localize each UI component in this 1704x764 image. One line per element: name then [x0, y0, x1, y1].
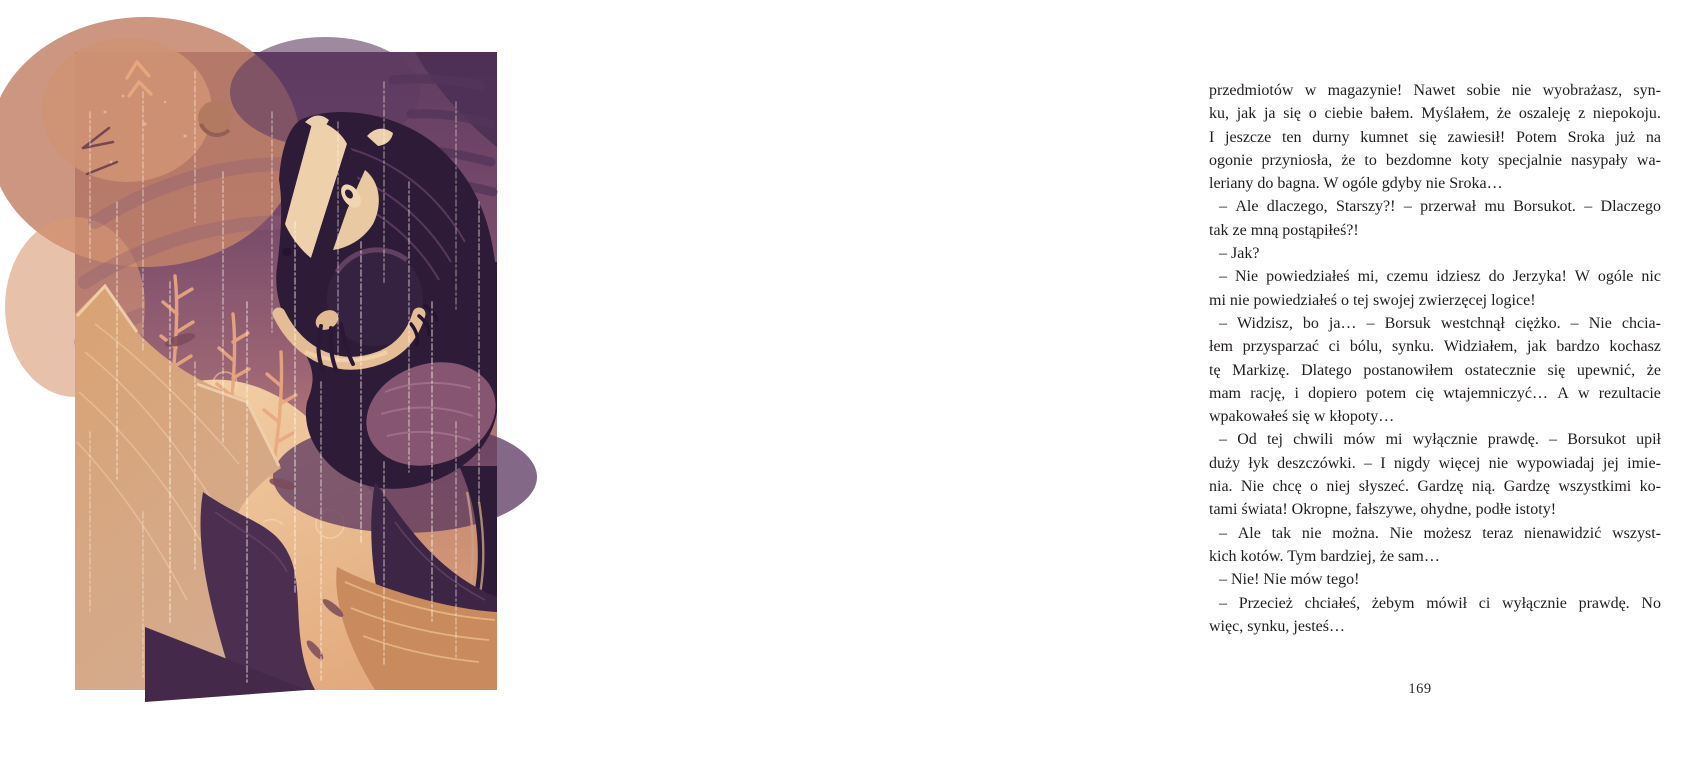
text-line: tami świata! Okropne, fałszywe, ohydne, podłe istoty! — [1209, 501, 1557, 519]
paragraph — [1209, 568, 1661, 591]
text-line: – Przecież chciałeś, żebym mówił ci wyłącznie prawdę. No — [1219, 594, 1661, 612]
page-number: 169 — [1408, 681, 1432, 697]
text-line: ogonie przyniosła, że to bezdomne koty specjalnie nasypały wa- — [1209, 151, 1661, 169]
text-line: ku, jak ja się o ciebie bałem. Myślałem, że oszaleję z niepokoju. — [1209, 105, 1661, 123]
illustration-canvas — [75, 52, 497, 690]
left-page — [0, 0, 568, 764]
text-line: więc, synku, jesteś… — [1209, 617, 1345, 635]
badger-rain-illustration — [75, 52, 497, 690]
stone — [198, 101, 232, 135]
text-line: – Nie powiedziałeś mi, czemu idziesz do Jerzyka! W ogóle nic — [1219, 268, 1661, 286]
paragraph — [1209, 79, 1661, 195]
text-line: nia. Nie chcę o niej słyszeć. Gardzę nią. Gardzę wszystkimi ko- — [1209, 478, 1661, 496]
paragraph — [1209, 522, 1661, 569]
text-line: – Ale dlaczego, Starszy?! – przerwał mu Borsukot. – Dlaczego — [1219, 198, 1661, 216]
text-line: – Od tej chwili mów mi wyłącznie prawdę. – Borsukot upił — [1219, 431, 1661, 449]
text-line: – Jak? — [1219, 245, 1260, 263]
body-text — [1209, 79, 1661, 657]
paragraph — [1209, 428, 1661, 521]
text-line: kich kotów. Tym bardziej, że sam… — [1209, 547, 1440, 565]
right-page — [568, 0, 1661, 764]
text-line: – Ale tak nie można. Nie możesz teraz nienawidzić wszyst- — [1219, 524, 1661, 542]
text-line: duży łyk deszczówki. – I nigdy więcej nie wypowiadaj jej imie- — [1209, 454, 1661, 472]
text-line: – Widzisz, bo ja… – Borsuk westchnął ciężko. – Nie chcia- — [1219, 314, 1661, 332]
paragraph — [1209, 592, 1661, 639]
text-line: I jeszcze ten durny kumnet się zawiesił! Potem Sroka już na — [1209, 128, 1661, 146]
text-line: – Nie! Nie mów tego! — [1219, 571, 1360, 589]
text-line: wpakowałeś się w kłopoty… — [1209, 408, 1395, 426]
text-line: mi nie powiedziałeś o tej swojej zwierzęcej logice! — [1209, 291, 1536, 309]
warm-light-core — [42, 38, 212, 182]
paragraph — [1209, 265, 1661, 312]
text-line: mam rację, i dopiero potem cię wtajemniczyć… A w rezultacie — [1209, 384, 1661, 402]
paragraph — [1209, 312, 1661, 428]
text-line: leriany do bagna. W ogóle gdyby nie Sroka… — [1209, 175, 1503, 193]
paragraph — [1209, 242, 1661, 265]
text-line: tę Markizę. Dlatego postanowiłem ostatecznie się upewnić, że — [1209, 361, 1661, 379]
text-line: łem przysparzać ci bólu, synku. Widziałem, jak bardzo kochasz — [1209, 338, 1661, 356]
badger-nose — [283, 248, 292, 257]
text-line: tak ze mną postąpiłeś?! — [1209, 221, 1359, 239]
text-line: przedmiotów w magazynie! Nawet sobie nie wyobrażasz, syn- — [1209, 82, 1661, 99]
paragraph — [1209, 195, 1661, 242]
